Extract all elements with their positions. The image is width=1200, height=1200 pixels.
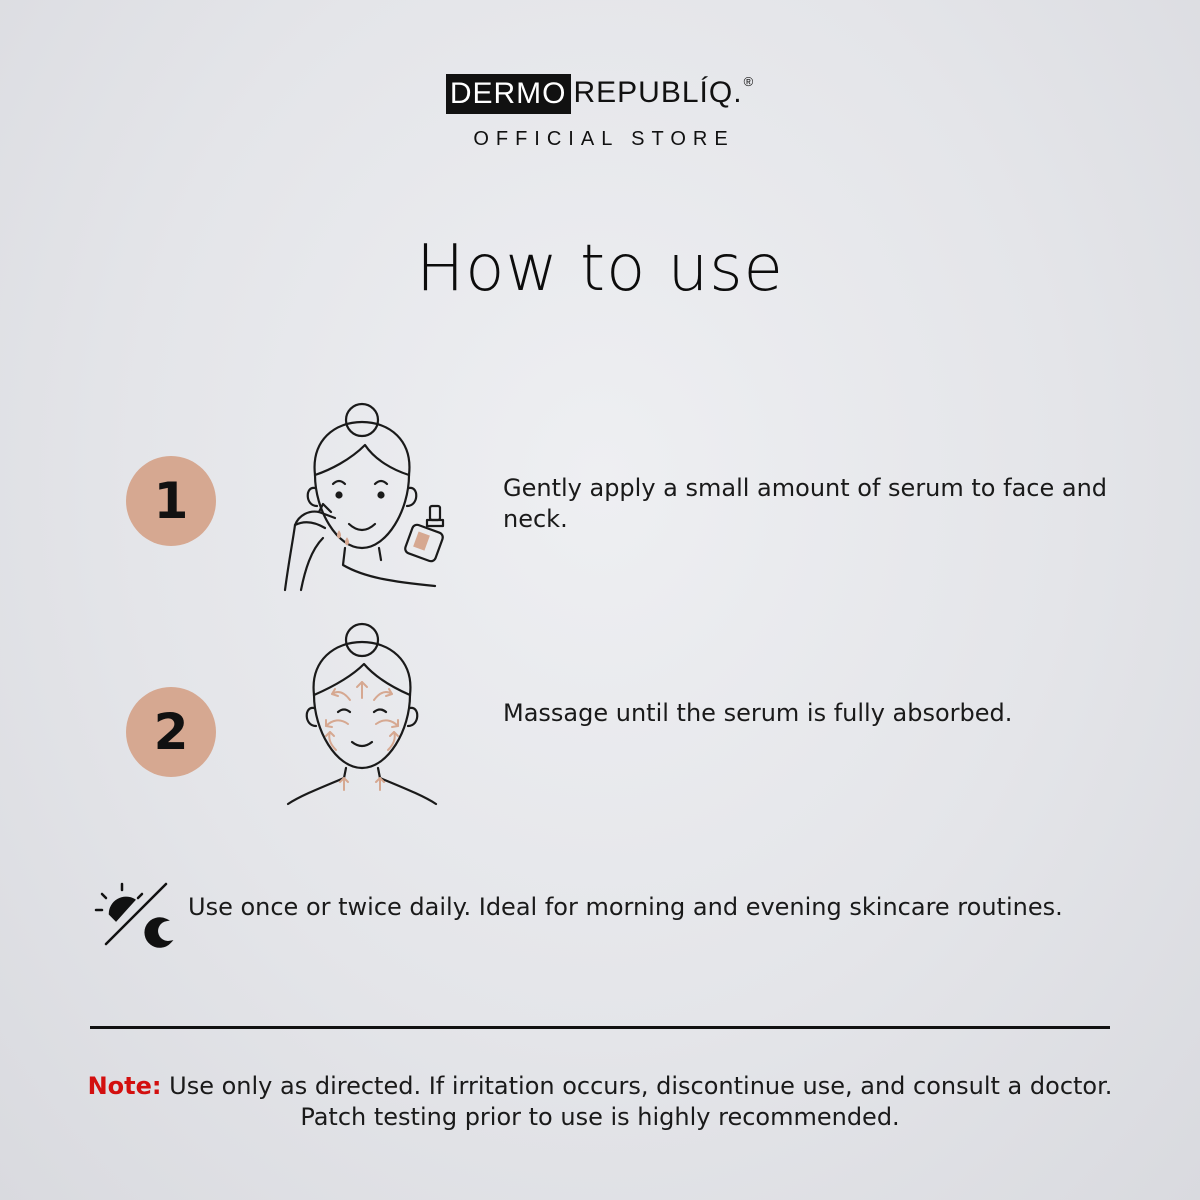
logo-rest-text: REPUBLÍQ.: [573, 76, 743, 109]
note-block: [0, 1071, 1200, 1133]
sun-moon-icon: [94, 880, 174, 954]
step-number-badge: 2: [126, 687, 216, 777]
logo-box-text: DERMO: [446, 74, 571, 114]
face-massage-arrows-icon: [280, 620, 445, 814]
divider: [90, 1026, 1110, 1029]
brand-logo: [0, 74, 1200, 151]
page-title: How to use: [416, 232, 784, 306]
step-number-badge: 1: [126, 456, 216, 546]
step-1-text: Gently apply a small amount of serum to face and neck.: [503, 474, 1108, 533]
note-line-1: [0, 1071, 1200, 1102]
logo-registered-mark: ®: [743, 74, 755, 89]
note-line-2: Patch testing prior to use is highly recommended.: [300, 1103, 900, 1131]
face-applying-serum-with-dropper-icon: [275, 400, 455, 599]
logo-wordmark: [446, 74, 754, 114]
usage-frequency-text: Use once or twice daily. Ideal for morning and evening skincare routines.: [188, 893, 1063, 921]
store-subtitle: OFFICIAL STORE: [473, 128, 735, 150]
step-2-text: Massage until the serum is fully absorbed.: [503, 699, 1013, 727]
note-text-1: Use only as directed. If irritation occurs, discontinue use, and consult a doctor.: [161, 1072, 1113, 1100]
note-label: Note:: [87, 1072, 162, 1100]
